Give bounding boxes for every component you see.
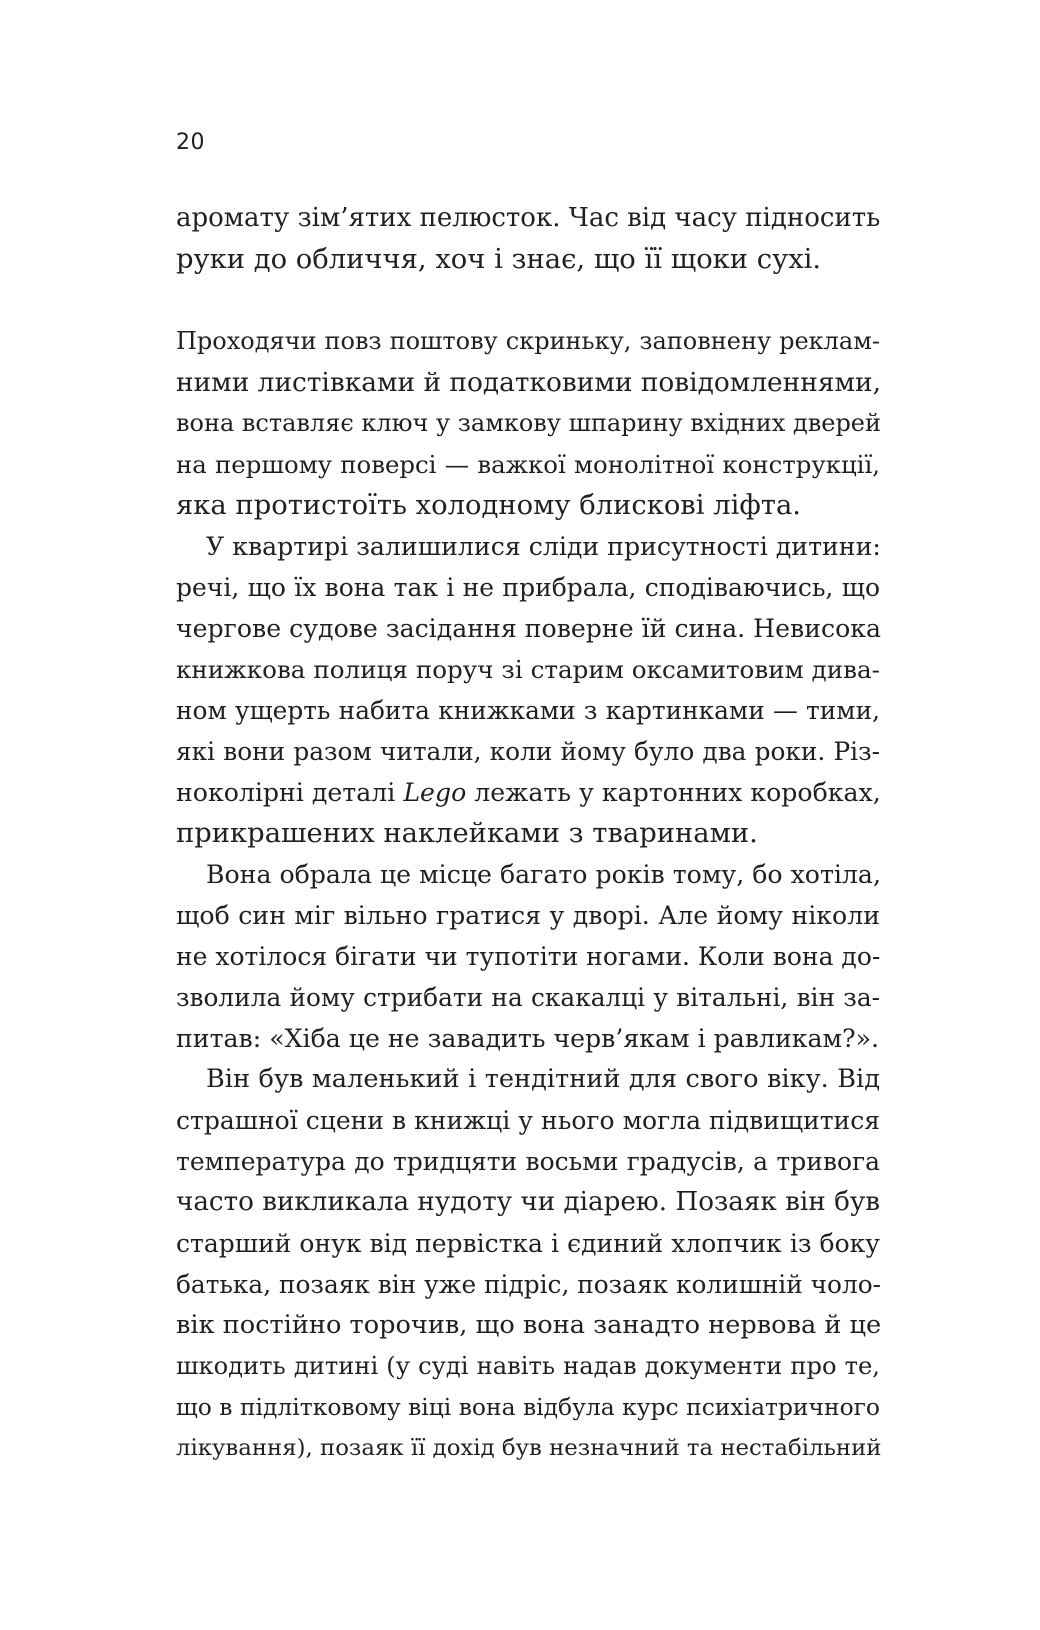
section-break [176,280,880,321]
body-text [176,198,880,1469]
text-line: вона вставляє ключ у замкову шпарину вхідних дверей [176,409,881,437]
italic-term: Lego [403,778,467,807]
text-segment: ноколірні деталі [176,778,396,807]
text-line: що в підлітковому віці вона відбула курс психіатричного [176,1393,880,1421]
text-line: які вони разом читали, коли йому було два роки. Різ- [176,737,880,766]
text-line: прикрашених наклейками з тваринами. [176,818,758,849]
text-line: Проходячи повз поштову скриньку, заповнену реклам- [176,327,880,355]
text-line: чергове судове засідання поверне їй сина. Невисока [176,614,882,643]
text-line: речі, що їх вона так і не прибрала, сподіваючись, що [176,573,880,602]
text-line [176,772,880,813]
text-line: не хотілося бігати чи тупотіти ногами. Коли вона до- [176,942,881,971]
text-segment: лежать у картонних коробках, [474,778,881,807]
text-line: старший онук від первістка і єдиний хлопчик із боку [176,1229,880,1258]
text-line: Він був маленький і тендітний для свого віку. Від [206,1064,880,1094]
text-line: батька, позаяк він уже підріс, позаяк колишній чоло- [176,1270,882,1299]
text-line: аромату зім’ятих пелюсток. Час від часу підносить [176,203,881,233]
text-line: книжкова полиця поруч зі старим оксамитовим дива- [176,655,880,684]
text-line: Вона обрала це місце багато років тому, бо хотіла, [206,860,881,889]
text-line: на першому поверсі — важкої монолітної конструкції, [176,450,880,479]
text-line: температура до тридцяти восьми градусів, а тривога [176,1147,880,1176]
text-line: страшної сцени в книжці у нього могла підвищитися [176,1106,880,1135]
text-line: ними листівками й податковими повідомленнями, [176,367,881,398]
text-line: вік постійно торочив, що вона занадто нервова й це [176,1310,882,1340]
text-line: щоб син міг вільно гратися у дворі. Але йому ніколи [176,901,880,930]
text-line: ном ущерть набита книжками з картинками — тими, [176,696,880,725]
text-line: шкодить дитині (у суді навіть надав документи про те, [176,1352,880,1380]
page-number: 20 [176,130,205,155]
text-line: руки до обличчя, хоч і знає, що її щоки сухі. [176,244,822,275]
text-line: яка протистоїть холодному блискові ліфта. [176,490,801,521]
text-line: лікування), позаяк її дохід був незначний та нестабільний [176,1435,882,1461]
text-line: У квартирі залишилися сліди присутності дитини: [206,532,881,561]
text-line: питав: «Хіба це не завадить черв’якам і равликам?». [176,1024,880,1053]
text-line: зволила йому стрибати на скакалці у вітальні, він за- [176,983,880,1012]
text-line: часто викликала нудоту чи діарею. Позаяк він був [176,1187,880,1217]
